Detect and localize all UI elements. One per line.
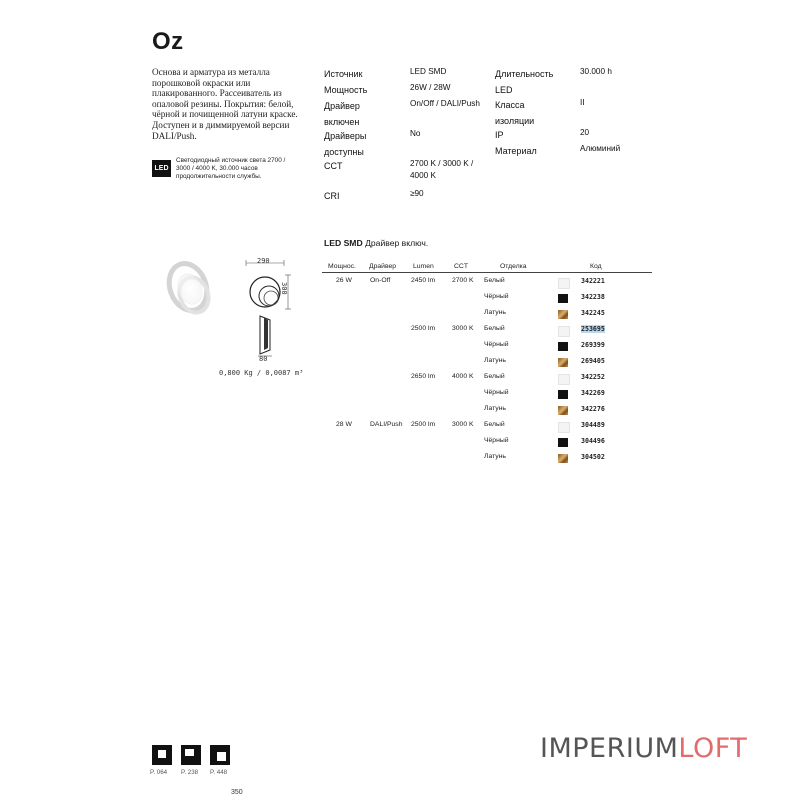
spec-label: Драйвер включен <box>324 101 360 127</box>
product-description: Основа и арматура из металла порошковой окраски или плакированного. Рассеиватель из опаловой резины. Покрытия: белой, чёрной и почищенной латуни краске. Доступен и в диммируемой версии DALI/Push. <box>152 67 298 141</box>
finish-swatch-black-icon <box>558 438 568 447</box>
spec-label: CRI <box>324 191 340 201</box>
table-row <box>322 371 652 387</box>
cell-finish: Латунь <box>484 405 506 412</box>
cell-lumen: 2650 lm <box>411 373 436 380</box>
cell-driver: DALI/Push <box>370 421 403 428</box>
page-number: 350 <box>231 789 243 796</box>
wall-mount-icon <box>152 745 172 765</box>
cell-code: 304489 <box>581 421 605 429</box>
cell-cct: 4000 K <box>452 373 474 380</box>
spec-value: 20 <box>580 128 590 137</box>
dimension-height: 300 <box>280 282 288 295</box>
cell-code: 253695 <box>581 325 605 333</box>
lamp-photo-icon <box>160 255 220 325</box>
side-drawing-icon <box>252 312 278 357</box>
cell-power: 26 W <box>336 277 352 284</box>
spec-label: Материал <box>495 146 537 156</box>
table-row <box>322 403 652 419</box>
cell-cct: 2700 K <box>452 277 474 284</box>
corner-mount-icon <box>210 745 230 765</box>
header-lumen: Lumen <box>413 263 434 270</box>
finish-swatch-black-icon <box>558 342 568 351</box>
table-row <box>322 339 652 355</box>
cell-finish: Белый <box>484 421 505 428</box>
cell-code: 342252 <box>581 373 605 381</box>
page-ref: P. 238 <box>181 769 199 776</box>
spec-label: Класса изоляции <box>495 100 535 126</box>
finish-swatch-black-icon <box>558 294 568 303</box>
table-row <box>322 323 652 339</box>
cell-code: 304496 <box>581 437 605 445</box>
cell-code: 342245 <box>581 309 605 317</box>
finish-swatch-white-icon <box>558 374 570 385</box>
dimension-depth: 80 <box>259 355 268 363</box>
cell-cct: 3000 K <box>452 325 474 332</box>
header-finish: Отделка <box>500 263 527 270</box>
finish-swatch-brass-icon <box>558 406 568 415</box>
cell-finish: Латунь <box>484 357 506 364</box>
cell-finish: Белый <box>484 325 505 332</box>
cell-finish: Чёрный <box>484 293 509 300</box>
section-title-bold: LED SMD <box>324 238 363 248</box>
finish-swatch-white-icon <box>558 422 570 433</box>
spec-value: On/Off / DALI/Push <box>410 99 480 108</box>
cell-finish: Чёрный <box>484 341 509 348</box>
spec-label: IP <box>495 130 504 140</box>
spec-value: ≥90 <box>410 189 424 198</box>
header-code: Код <box>590 263 602 270</box>
table-row <box>322 275 652 291</box>
header-cct: CCT <box>454 263 468 270</box>
spec-value: No <box>410 129 421 138</box>
cell-code: 269399 <box>581 341 605 349</box>
table-header <box>322 262 652 273</box>
spec-value: 2700 K / 3000 K / 4000 K <box>410 159 474 180</box>
table-row <box>322 451 652 467</box>
cell-code: 342276 <box>581 405 605 413</box>
table-row <box>322 355 652 371</box>
cell-code: 342221 <box>581 277 605 285</box>
cell-code: 342238 <box>581 293 605 301</box>
spec-value: LED SMD <box>410 67 447 76</box>
spec-label: CCT <box>324 161 343 171</box>
brand-main: IMPERIUM <box>540 733 679 764</box>
cell-code: 342269 <box>581 389 605 397</box>
page-ref: P. 448 <box>210 769 228 776</box>
spec-label: Драйверы доступны <box>324 131 367 157</box>
cell-finish: Белый <box>484 277 505 284</box>
header-driver: Драйвер <box>369 263 397 270</box>
spec-label: Источник <box>324 69 363 79</box>
spec-label: Мощность <box>324 85 368 95</box>
finish-swatch-white-icon <box>558 326 570 337</box>
cell-code: 304502 <box>581 453 605 461</box>
brand-logo <box>540 733 747 764</box>
led-badge-icon: LED <box>152 160 171 177</box>
finish-swatch-white-icon <box>558 278 570 289</box>
table-row <box>322 419 652 435</box>
table-row <box>322 291 652 307</box>
finish-swatch-brass-icon <box>558 454 568 463</box>
cell-finish: Чёрный <box>484 437 509 444</box>
table-row <box>322 435 652 451</box>
section-title <box>324 238 428 248</box>
finish-swatch-brass-icon <box>558 358 568 367</box>
cell-lumen: 2500 lm <box>411 421 436 428</box>
header-power: Мощнос. <box>328 263 356 270</box>
cell-lumen: 2500 lm <box>411 325 436 332</box>
cell-cct: 3000 K <box>452 421 474 428</box>
spec-value: II <box>580 98 585 107</box>
cell-finish: Чёрный <box>484 389 509 396</box>
cell-code: 269405 <box>581 357 605 365</box>
spec-value: 26W / 28W <box>410 83 451 92</box>
product-title: Oz <box>152 28 184 55</box>
cell-finish: Латунь <box>484 309 506 316</box>
table-row <box>322 387 652 403</box>
cell-finish: Белый <box>484 373 505 380</box>
brand-accent: LOFT <box>678 733 748 764</box>
spec-value: Алюминий <box>580 144 621 153</box>
cell-finish: Латунь <box>484 453 506 460</box>
table-row <box>322 307 652 323</box>
section-title-rest: Драйвер включ. <box>365 238 429 248</box>
cell-power: 28 W <box>336 421 352 428</box>
page-ref: P. 064 <box>150 769 168 776</box>
finish-swatch-black-icon <box>558 390 568 399</box>
led-note: Светодиодный источник света 2700 / 3000 / 4000 K, 30.000 часов продолжительности службы. <box>176 157 286 180</box>
ceiling-mount-icon <box>181 745 201 765</box>
spec-value: 30.000 h <box>580 67 612 76</box>
cell-driver: On-Off <box>370 277 391 284</box>
finish-swatch-brass-icon <box>558 310 568 319</box>
cell-lumen: 2450 lm <box>411 277 436 284</box>
dimension-width: 290 <box>257 257 270 265</box>
spec-label: Длительность LED <box>495 69 554 95</box>
weight-volume: 0,800 Kg / 0,0087 m³ <box>219 369 304 377</box>
